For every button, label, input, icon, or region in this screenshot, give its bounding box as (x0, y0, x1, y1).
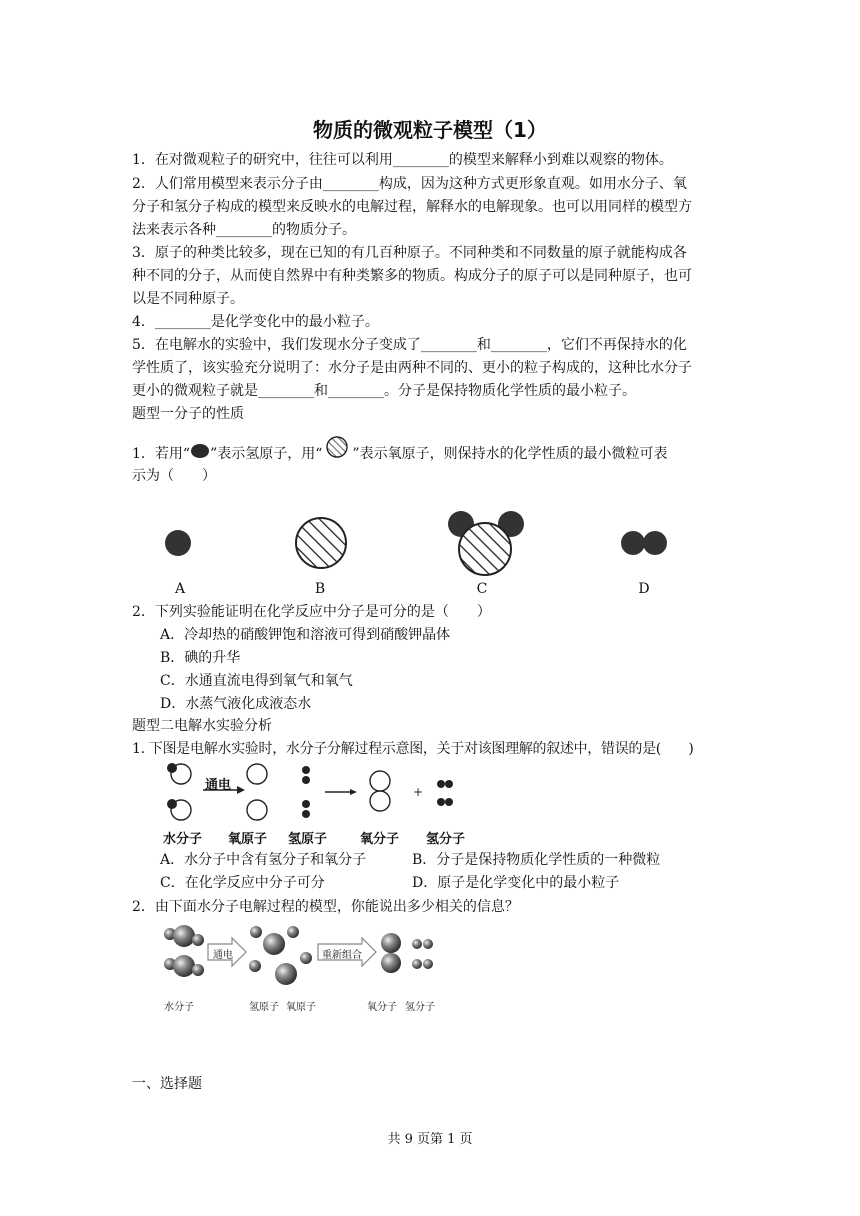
water-molecule-2 (167, 799, 191, 820)
intro-line: 种不同的分子，从而使自然界中有种类繁多的物质。构成分子的原子可以是同种原子，也可 (132, 268, 692, 284)
choice-b-figure (296, 518, 346, 568)
hydrogen-molecule-models (412, 939, 433, 969)
hydrogen-atom-icon (190, 444, 210, 460)
hydrogen-molecules (437, 780, 453, 806)
fig2-label-hydrogen-atom: 氢原子 (249, 1002, 279, 1013)
intro-line: 3．原子的种类比较多，现在已知的有几百种原子。不同种类和不同数量的原子就能构成各 (132, 245, 687, 261)
option-d: D．水蒸气液化成液态水 (160, 696, 312, 712)
water-molecule-model-1 (164, 925, 204, 947)
question-line (132, 442, 668, 463)
fig2-arrow1-label: 通电 (213, 950, 233, 961)
oxygen-atom-icon (322, 442, 352, 460)
option-b: B．分子是保持物质化学性质的一种微粒 (412, 852, 661, 868)
electrolysis-diagram (165, 760, 505, 830)
fig2-label-water: 水分子 (164, 1002, 194, 1013)
intro-line: 4．________是化学变化中的最小粒子。 (132, 314, 379, 330)
fig2-arrow2-label: 重新组合 (322, 950, 362, 961)
fig1-label-hydrogen-atom: 氢原子 (288, 832, 328, 847)
option-b: B．碘的升华 (160, 650, 241, 666)
fig1-label-oxygen-molecule: 氧分子 (360, 832, 400, 847)
choice-label-d: D (638, 581, 650, 597)
section-heading: 一、选择题 (132, 1076, 202, 1092)
fig1-arrow-label: 通电 (205, 778, 232, 793)
water-molecule-1 (167, 763, 191, 784)
choice-c-figure (448, 511, 524, 575)
choice-a-figure (165, 530, 191, 556)
page-title: 物质的微观粒子模型（1） (313, 118, 547, 142)
arrow-head-2 (350, 789, 357, 795)
intro-line: 法来表示各种________的物质分子。 (132, 222, 356, 238)
question-line: 1. 下图是电解水实验时，水分子分解过程示意图，关于对该图理解的叙述中，错误的是( ) (132, 741, 694, 757)
intro-line: 2．人们常用模型来表示分子由________构成，因为这种方式更形象直观。如用水分子、氧 (132, 176, 687, 192)
option-c: C．水通直流电得到氧气和氧气 (160, 673, 353, 689)
intro-line: 以是不同种原子。 (132, 291, 244, 307)
fig1-label-oxygen-atom: 氧原子 (228, 832, 268, 847)
fig2-label-hydrogen-molecule: 氢分子 (405, 1002, 435, 1013)
question-line: 2．由下面水分子电解过程的模型，你能说出多少相关的信息？ (132, 899, 519, 915)
choice-label-c: C (476, 581, 488, 597)
oxygen-atoms (247, 764, 267, 820)
fig2-label-oxygen-molecule: 氧分子 (367, 1002, 397, 1013)
fig1-label-water: 水分子 (163, 832, 203, 847)
option-c: C．在化学反应中分子可分 (160, 875, 325, 891)
intro-line: 更小的微观粒子就是________和________。分子是保持物质化学性质的最小粒子。 (132, 383, 636, 399)
q1-text-c: ”表示氧原子，则保持水的化学性质的最小微粒可表 (352, 446, 668, 462)
intro-line: 1．在对微观粒子的研究中，往往可以利用________的模型来解释小到难以观察的物体。 (132, 152, 673, 168)
q1-text-a: 1．若用“ (132, 446, 191, 462)
choice-d-figure (621, 531, 667, 555)
intro-line: 分子和氢分子构成的模型来反映水的电解过程，解释水的电解现象。也可以用同样的模型方 (132, 199, 692, 215)
water-molecule-model-2 (164, 955, 204, 977)
fig1-label-hydrogen-molecule: 氢分子 (426, 832, 466, 847)
choice-label-b: B (314, 581, 326, 597)
option-a: A．冷却热的硝酸钾饱和溶液可得到硝酸钾晶体 (160, 627, 451, 643)
choice-label-a: A (174, 581, 186, 597)
arrow-head (237, 786, 245, 794)
q1-text-b: ”表示氢原子，用“ (210, 446, 323, 462)
intro-line: 5．在电解水的实验中，我们发现水分子变成了________和________，它们不再保持水的化 (132, 337, 687, 353)
plus-sign: + (413, 785, 424, 799)
oxygen-molecule-model (381, 933, 401, 973)
question-line: 2．下列实验能证明在化学反应中分子是可分的是（ ） (132, 604, 491, 620)
page-footer: 共 9 页第 1 页 (387, 1132, 473, 1147)
intro-line: 学性质了，该实验充分说明了：水分子是由两种不同的、更小的粒子构成的，这种比水分子 (132, 360, 692, 376)
question-line: 示为（ ） (132, 468, 216, 484)
option-a: A．水分子中含有氢分子和氧分子 (160, 852, 367, 868)
fig2-label-oxygen-atom: 氧原子 (286, 1002, 316, 1013)
option-d: D．原子是化学变化中的最小粒子 (412, 875, 620, 891)
oxygen-molecule (370, 771, 390, 811)
separated-atoms (249, 926, 312, 985)
choice-figures (0, 506, 860, 586)
section-heading: 题型一分子的性质 (132, 406, 244, 422)
electrolysis-model-diagram (158, 920, 458, 1000)
section-heading: 题型二电解水实验分析 (132, 718, 272, 734)
hydrogen-atoms (302, 766, 310, 818)
